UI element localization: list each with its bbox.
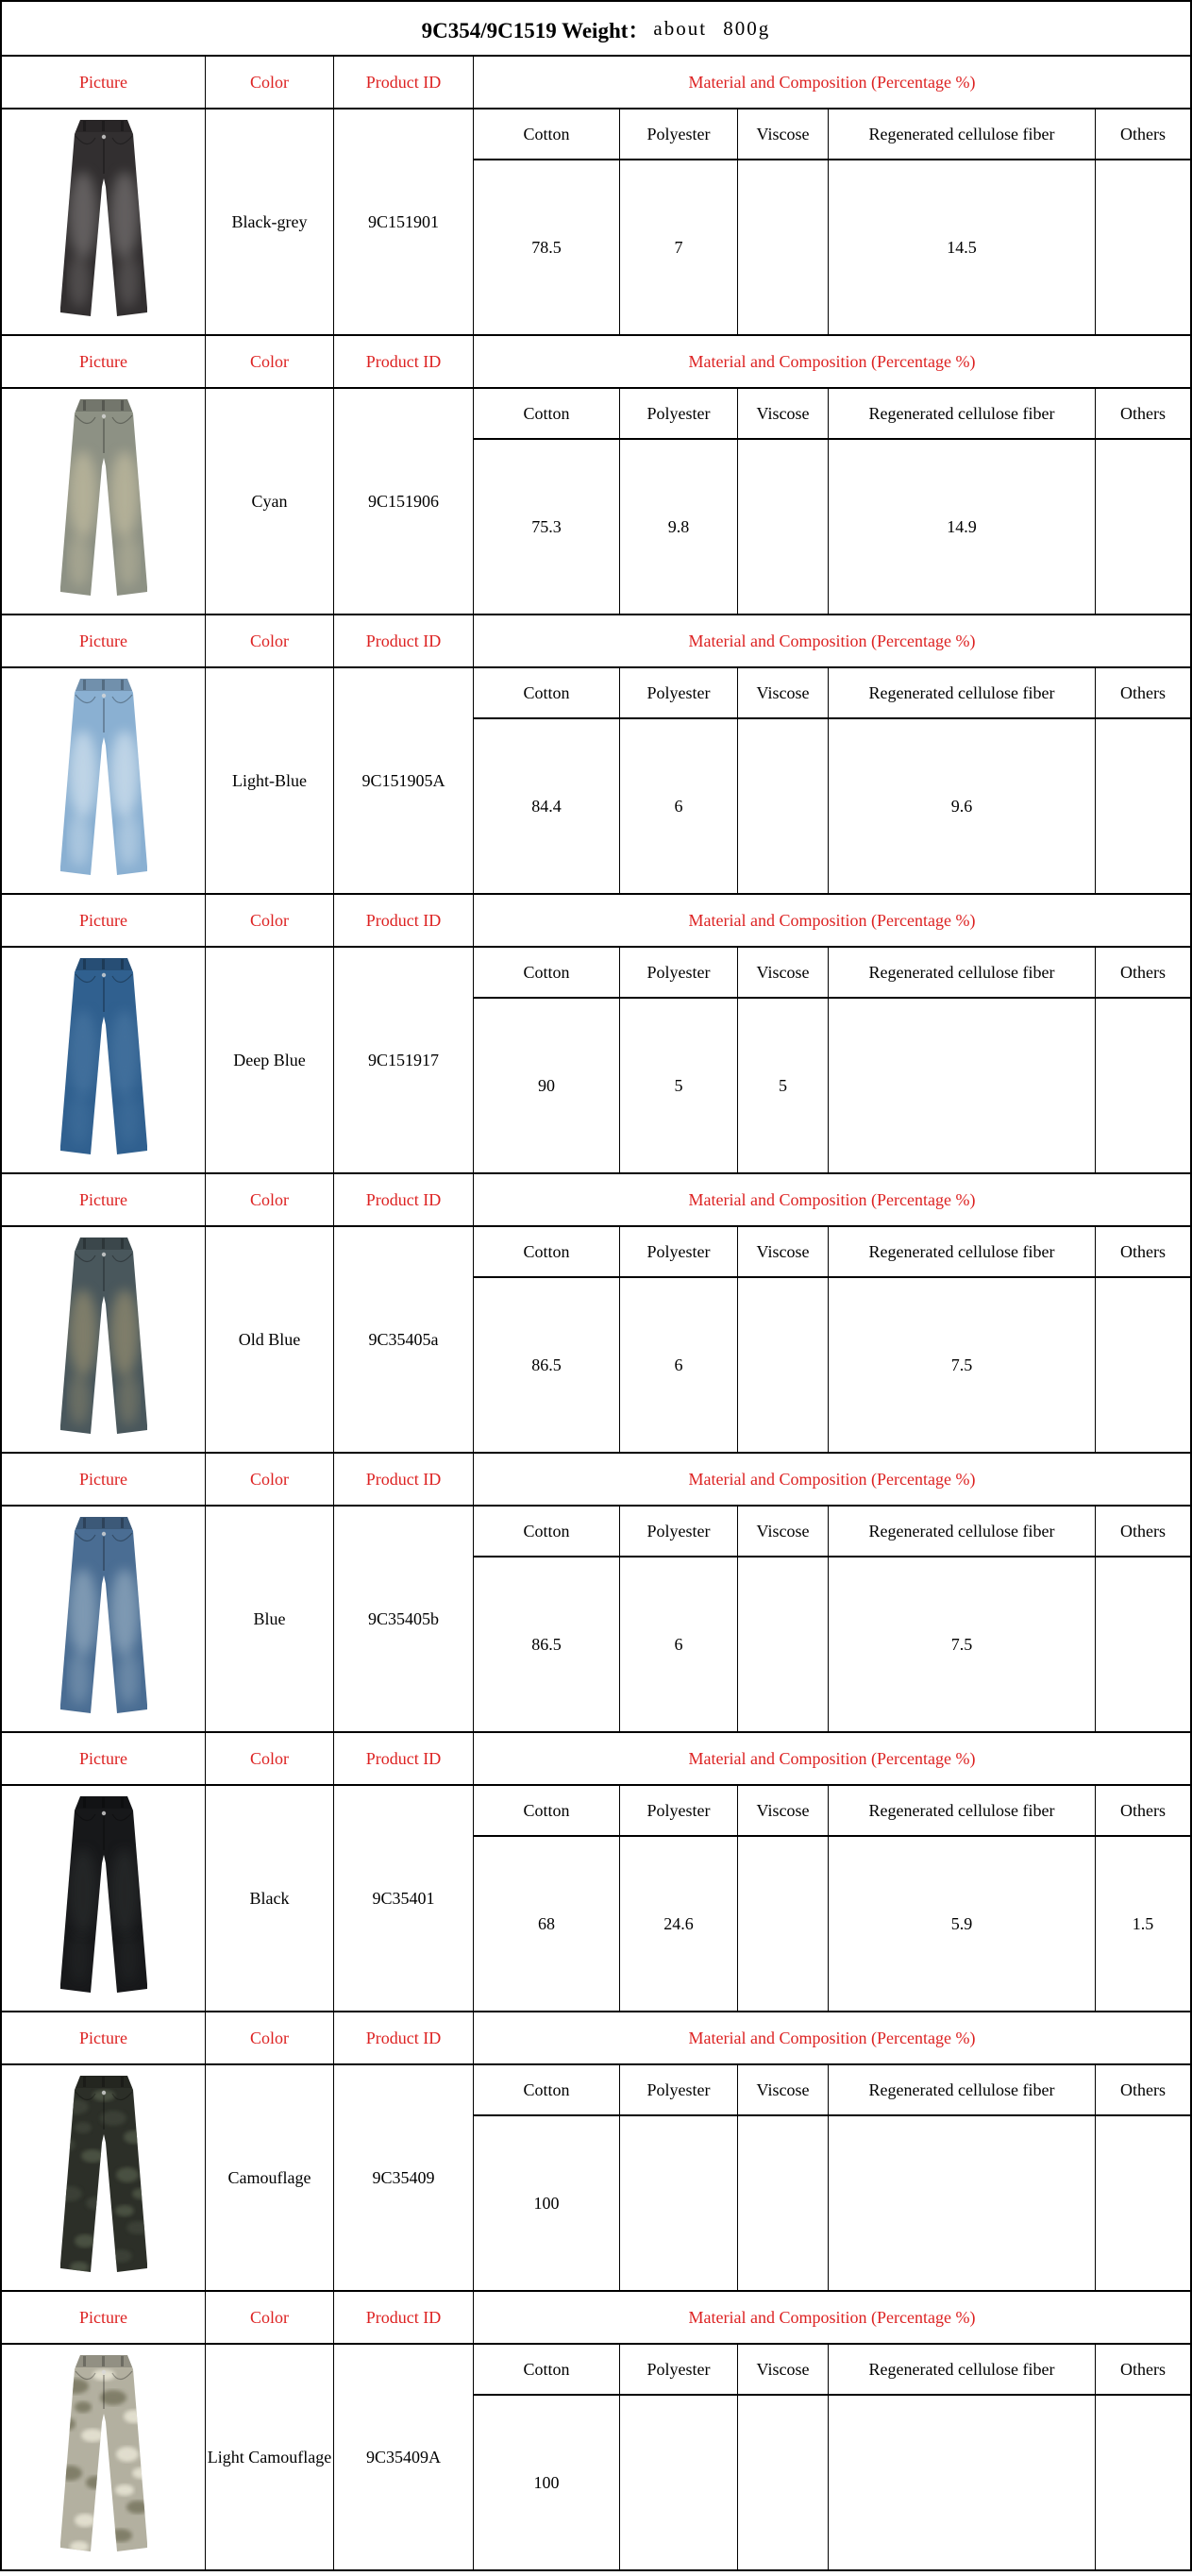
material-column-regenerated-cellulose-fiber: Regenerated cellulose fiber [829, 1227, 1096, 1276]
material-composition-header: Material and Composition (Percentage %) [688, 2307, 976, 2327]
material-values-row [474, 1837, 1190, 2011]
material-value-cotton: 68 [474, 1837, 620, 2011]
material-column-viscose: Viscose [738, 2345, 829, 2394]
material-value-others: 1.5 [1132, 1913, 1154, 1933]
material-column-regenerated-cellulose-fiber: Regenerated cellulose fiber [829, 668, 1096, 717]
jeans-image [33, 2349, 175, 2566]
product-picture-cell [2, 1786, 206, 2011]
product-id: 9C35409A [334, 2345, 474, 2569]
material-column-others: Others [1120, 1800, 1166, 1820]
material-column-regenerated-cellulose-fiber: Regenerated cellulose fiber [829, 948, 1096, 997]
material-value-viscose: 5 [738, 999, 829, 1172]
material-column-others: Others [1120, 682, 1166, 702]
product-picture-cell [2, 2065, 206, 2290]
material-value-polyester: 24.6 [620, 1837, 738, 2011]
product-color: Light-Blue [206, 668, 334, 893]
product-section [2, 1454, 1190, 1733]
product-picture-cell [2, 109, 206, 334]
product-section [2, 615, 1190, 895]
material-column-regenerated-cellulose-fiber: Regenerated cellulose fiber [829, 2345, 1096, 2394]
material-column-polyester: Polyester [620, 1786, 738, 1835]
product-id: 9C35409 [334, 2065, 474, 2290]
material-table [474, 109, 1190, 334]
material-column-viscose: Viscose [738, 948, 829, 997]
section-header-row [2, 615, 1190, 668]
product-color: Blue [206, 1507, 334, 1731]
material-table [474, 1227, 1190, 1452]
material-column-others: Others [1120, 962, 1166, 982]
product-id-header: Product ID [334, 57, 474, 108]
product-color: Light Camouflage [206, 2345, 334, 2569]
jeans-image [33, 672, 175, 889]
material-values-row [474, 719, 1190, 893]
material-value-viscose [738, 2396, 829, 2569]
material-column-regenerated-cellulose-fiber: Regenerated cellulose fiber [829, 109, 1096, 159]
product-id-header: Product ID [334, 615, 474, 666]
product-row [2, 1227, 1190, 1454]
material-value-viscose [738, 440, 829, 614]
material-value-viscose [738, 719, 829, 893]
color-header: Color [206, 615, 334, 666]
product-row [2, 668, 1190, 895]
material-columns-row [474, 2065, 1190, 2116]
jeans-image [33, 113, 175, 330]
material-composition-header: Material and Composition (Percentage %) [688, 631, 976, 650]
product-id: 9C35401 [334, 1786, 474, 2011]
material-column-polyester: Polyester [620, 389, 738, 438]
product-color: Black [206, 1786, 334, 2011]
color-header: Color [206, 2012, 334, 2063]
product-color: Cyan [206, 389, 334, 614]
product-id-header: Product ID [334, 895, 474, 946]
material-column-others: Others [1120, 403, 1166, 423]
material-table [474, 668, 1190, 893]
material-value-regenerated-cellulose-fiber: 7.5 [829, 1557, 1096, 1731]
material-value-others [1096, 719, 1190, 893]
material-value-regenerated-cellulose-fiber [829, 999, 1096, 1172]
material-columns-row [474, 2345, 1190, 2396]
material-column-cotton: Cotton [474, 2065, 620, 2114]
product-picture-cell [2, 668, 206, 893]
jeans-image [33, 2069, 175, 2286]
material-columns-row [474, 668, 1190, 719]
color-header: Color [206, 2292, 334, 2343]
material-values-row [474, 2396, 1190, 2569]
material-values-row [474, 1278, 1190, 1452]
material-column-viscose: Viscose [738, 1786, 829, 1835]
material-columns-row [474, 1227, 1190, 1278]
material-value-cotton: 86.5 [474, 1278, 620, 1452]
material-column-cotton: Cotton [474, 1227, 620, 1276]
material-value-polyester [620, 2396, 738, 2569]
material-columns-row [474, 1786, 1190, 1837]
material-column-viscose: Viscose [738, 1227, 829, 1276]
picture-header: Picture [2, 2292, 206, 2343]
product-picture-cell [2, 2345, 206, 2569]
material-column-others: Others [1120, 1521, 1166, 1541]
product-section [2, 1174, 1190, 1454]
product-id-header: Product ID [334, 2012, 474, 2063]
product-color: Camouflage [206, 2065, 334, 2290]
material-value-polyester: 6 [620, 1278, 738, 1452]
material-table [474, 948, 1190, 1172]
color-header: Color [206, 1454, 334, 1505]
material-value-regenerated-cellulose-fiber: 5.9 [829, 1837, 1096, 2011]
product-picture-cell [2, 1227, 206, 1452]
picture-header: Picture [2, 2012, 206, 2063]
material-composition-header: Material and Composition (Percentage %) [688, 910, 976, 930]
product-row [2, 948, 1190, 1174]
material-column-others: Others [1120, 2359, 1166, 2379]
product-section [2, 336, 1190, 615]
material-composition-header: Material and Composition (Percentage %) [688, 351, 976, 371]
picture-header: Picture [2, 615, 206, 666]
section-header-row [2, 2292, 1190, 2345]
material-column-viscose: Viscose [738, 668, 829, 717]
material-value-polyester: 9.8 [620, 440, 738, 614]
material-composition-header: Material and Composition (Percentage %) [688, 2028, 976, 2047]
product-section [2, 1733, 1190, 2012]
product-row [2, 109, 1190, 336]
title-product-codes: 9C354/9C1519 Weight： [421, 18, 650, 42]
color-header: Color [206, 1174, 334, 1225]
material-column-regenerated-cellulose-fiber: Regenerated cellulose fiber [829, 389, 1096, 438]
picture-header: Picture [2, 1733, 206, 1784]
material-value-cotton: 100 [474, 2396, 620, 2569]
picture-header: Picture [2, 57, 206, 108]
material-column-cotton: Cotton [474, 109, 620, 159]
material-column-others: Others [1120, 2079, 1166, 2099]
product-row [2, 2065, 1190, 2292]
material-value-cotton: 75.3 [474, 440, 620, 614]
material-composition-header: Material and Composition (Percentage %) [688, 1189, 976, 1209]
material-value-polyester: 6 [620, 719, 738, 893]
material-column-cotton: Cotton [474, 2345, 620, 2394]
material-columns-row [474, 109, 1190, 160]
material-values-row [474, 1557, 1190, 1731]
product-picture-cell [2, 948, 206, 1172]
product-section [2, 2292, 1190, 2569]
material-column-polyester: Polyester [620, 2345, 738, 2394]
material-table [474, 1507, 1190, 1731]
title-weight-value: about 800g [653, 16, 771, 40]
material-values-row [474, 2116, 1190, 2290]
material-values-row [474, 440, 1190, 614]
product-picture-cell [2, 389, 206, 614]
material-table [474, 2065, 1190, 2290]
material-value-polyester [620, 2116, 738, 2290]
material-column-others: Others [1120, 124, 1166, 143]
material-column-regenerated-cellulose-fiber: Regenerated cellulose fiber [829, 1507, 1096, 1556]
jeans-image [33, 1231, 175, 1448]
material-value-polyester: 6 [620, 1557, 738, 1731]
material-table [474, 389, 1190, 614]
section-header-row [2, 895, 1190, 948]
material-value-others [1096, 1557, 1190, 1731]
material-composition-header: Material and Composition (Percentage %) [688, 72, 976, 92]
product-row [2, 2345, 1190, 2569]
material-column-polyester: Polyester [620, 1227, 738, 1276]
material-value-others [1096, 999, 1190, 1172]
section-header-row [2, 1454, 1190, 1507]
color-header: Color [206, 57, 334, 108]
product-id-header: Product ID [334, 1174, 474, 1225]
material-table [474, 2345, 1190, 2569]
material-column-regenerated-cellulose-fiber: Regenerated cellulose fiber [829, 1786, 1096, 1835]
material-value-regenerated-cellulose-fiber [829, 2116, 1096, 2290]
product-id-header: Product ID [334, 336, 474, 387]
material-value-others [1096, 2116, 1190, 2290]
material-value-others [1096, 160, 1190, 334]
product-id: 9C35405b [334, 1507, 474, 1731]
material-value-others [1096, 1278, 1190, 1452]
product-section [2, 895, 1190, 1174]
color-header: Color [206, 336, 334, 387]
material-column-viscose: Viscose [738, 1507, 829, 1556]
material-columns-row [474, 389, 1190, 440]
material-column-regenerated-cellulose-fiber: Regenerated cellulose fiber [829, 2065, 1096, 2114]
material-value-cotton: 90 [474, 999, 620, 1172]
material-column-cotton: Cotton [474, 668, 620, 717]
material-value-viscose [738, 2116, 829, 2290]
section-header-row [2, 1174, 1190, 1227]
material-composition-header: Material and Composition (Percentage %) [688, 1469, 976, 1489]
material-value-others [1096, 2396, 1190, 2569]
material-column-cotton: Cotton [474, 1786, 620, 1835]
material-value-polyester: 5 [620, 999, 738, 1172]
material-column-viscose: Viscose [738, 109, 829, 159]
material-value-regenerated-cellulose-fiber: 7.5 [829, 1278, 1096, 1452]
material-column-others: Others [1120, 1241, 1166, 1261]
material-column-cotton: Cotton [474, 389, 620, 438]
material-value-others [1096, 440, 1190, 614]
jeans-image [33, 1510, 175, 1727]
product-row [2, 1507, 1190, 1733]
material-column-polyester: Polyester [620, 668, 738, 717]
product-color: Black-grey [206, 109, 334, 334]
picture-header: Picture [2, 1454, 206, 1505]
product-section [2, 57, 1190, 336]
material-column-cotton: Cotton [474, 1507, 620, 1556]
product-row [2, 1786, 1190, 2012]
material-column-cotton: Cotton [474, 948, 620, 997]
picture-header: Picture [2, 336, 206, 387]
picture-header: Picture [2, 1174, 206, 1225]
product-color: Old Blue [206, 1227, 334, 1452]
material-columns-row [474, 1507, 1190, 1557]
section-header-row [2, 57, 1190, 109]
material-column-polyester: Polyester [620, 948, 738, 997]
material-composition-header: Material and Composition (Percentage %) [688, 1748, 976, 1768]
material-table [474, 1786, 1190, 2011]
product-id-header: Product ID [334, 1454, 474, 1505]
product-id-header: Product ID [334, 1733, 474, 1784]
product-id: 9C151905A [334, 668, 474, 893]
material-value-regenerated-cellulose-fiber: 14.5 [829, 160, 1096, 334]
material-value-regenerated-cellulose-fiber: 14.9 [829, 440, 1096, 614]
material-value-cotton: 84.4 [474, 719, 620, 893]
jeans-image [33, 1790, 175, 2007]
material-value-cotton: 78.5 [474, 160, 620, 334]
material-values-row [474, 160, 1190, 334]
material-value-viscose [738, 160, 829, 334]
product-id: 9C151917 [334, 948, 474, 1172]
material-value-polyester: 7 [620, 160, 738, 334]
material-column-polyester: Polyester [620, 2065, 738, 2114]
product-id: 9C151906 [334, 389, 474, 614]
material-column-polyester: Polyester [620, 109, 738, 159]
material-column-viscose: Viscose [738, 2065, 829, 2114]
material-value-viscose [738, 1278, 829, 1452]
color-header: Color [206, 895, 334, 946]
material-column-polyester: Polyester [620, 1507, 738, 1556]
material-column-viscose: Viscose [738, 389, 829, 438]
color-header: Color [206, 1733, 334, 1784]
material-value-regenerated-cellulose-fiber [829, 2396, 1096, 2569]
section-header-row [2, 2012, 1190, 2065]
product-id: 9C151901 [334, 109, 474, 334]
picture-header: Picture [2, 895, 206, 946]
material-value-viscose [738, 1837, 829, 2011]
product-row [2, 389, 1190, 615]
product-picture-cell [2, 1507, 206, 1731]
section-header-row [2, 336, 1190, 389]
product-section [2, 2012, 1190, 2292]
product-color: Deep Blue [206, 948, 334, 1172]
product-id: 9C35405a [334, 1227, 474, 1452]
material-value-regenerated-cellulose-fiber: 9.6 [829, 719, 1096, 893]
jeans-image [33, 951, 175, 1169]
material-value-cotton: 86.5 [474, 1557, 620, 1731]
product-sections [2, 57, 1190, 2569]
material-columns-row [474, 948, 1190, 999]
product-id-header: Product ID [334, 2292, 474, 2343]
sheet-title [2, 2, 1190, 57]
material-values-row [474, 999, 1190, 1172]
material-value-cotton: 100 [474, 2116, 620, 2290]
jeans-image [33, 393, 175, 610]
material-value-viscose [738, 1557, 829, 1731]
section-header-row [2, 1733, 1190, 1786]
